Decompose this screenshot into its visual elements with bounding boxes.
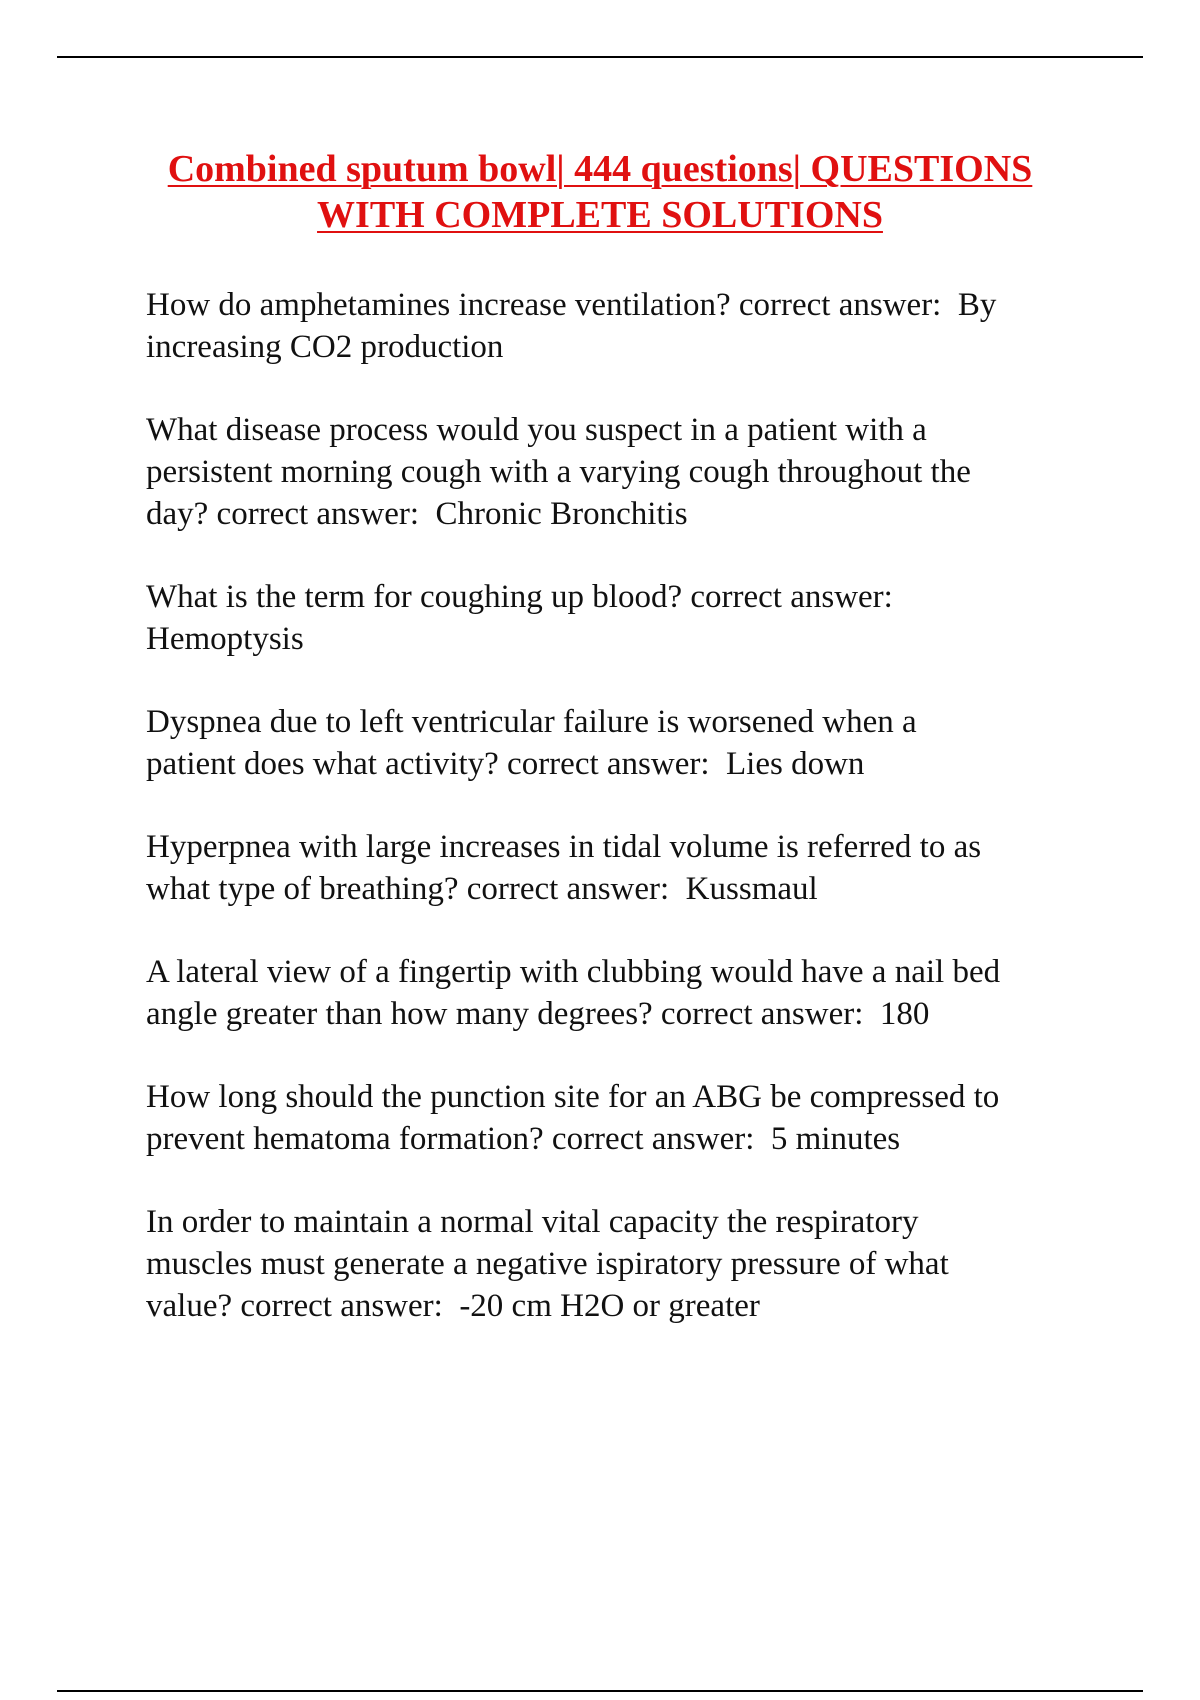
title-line-1: Combined sputum bowl| 444 questions| QUESTIONS	[167, 148, 1033, 190]
qa-line: A lateral view of a fingertip with clubbing would have a nail bed	[146, 954, 1001, 990]
qa-line: patient does what activity? correct answer: Lies down	[146, 746, 865, 782]
qa-line: increasing CO2 production	[146, 329, 504, 365]
qa-line: what type of breathing? correct answer: Kussmaul	[146, 871, 818, 907]
qa-item-1	[146, 284, 1106, 368]
title-line-2: WITH COMPLETE SOLUTIONS	[317, 194, 883, 236]
qa-item-6	[146, 951, 1106, 1035]
qa-line: Hyperpnea with large increases in tidal volume is referred to as	[146, 829, 982, 865]
qa-line: How do amphetamines increase ventilation? correct answer: By	[146, 287, 997, 323]
document-title	[80, 146, 1120, 238]
qa-line: In order to maintain a normal vital capacity the respiratory	[146, 1204, 919, 1240]
qa-item-7	[146, 1076, 1106, 1160]
qa-item-3	[146, 576, 1106, 660]
bottom-divider	[57, 1690, 1143, 1692]
qa-line: How long should the punction site for an ABG be compressed to	[146, 1079, 1000, 1115]
question-answer-list	[146, 284, 1106, 1368]
qa-line: muscles must generate a negative ispiratory pressure of what	[146, 1246, 949, 1282]
qa-item-5	[146, 826, 1106, 910]
qa-line: prevent hematoma formation? correct answer: 5 minutes	[146, 1121, 901, 1157]
qa-line: Hemoptysis	[146, 621, 304, 657]
qa-line: Dyspnea due to left ventricular failure is worsened when a	[146, 704, 917, 740]
qa-line: angle greater than how many degrees? correct answer: 180	[146, 996, 930, 1032]
qa-line: What disease process would you suspect in a patient with a	[146, 412, 927, 448]
qa-line: value? correct answer: -20 cm H2O or greater	[146, 1288, 760, 1324]
qa-line: persistent morning cough with a varying cough throughout the	[146, 454, 971, 490]
top-divider	[57, 56, 1143, 58]
qa-item-4	[146, 701, 1106, 785]
qa-item-8	[146, 1201, 1106, 1327]
qa-line: day? correct answer: Chronic Bronchitis	[146, 496, 688, 532]
qa-line: What is the term for coughing up blood? correct answer:	[146, 579, 893, 615]
qa-item-2	[146, 409, 1106, 535]
